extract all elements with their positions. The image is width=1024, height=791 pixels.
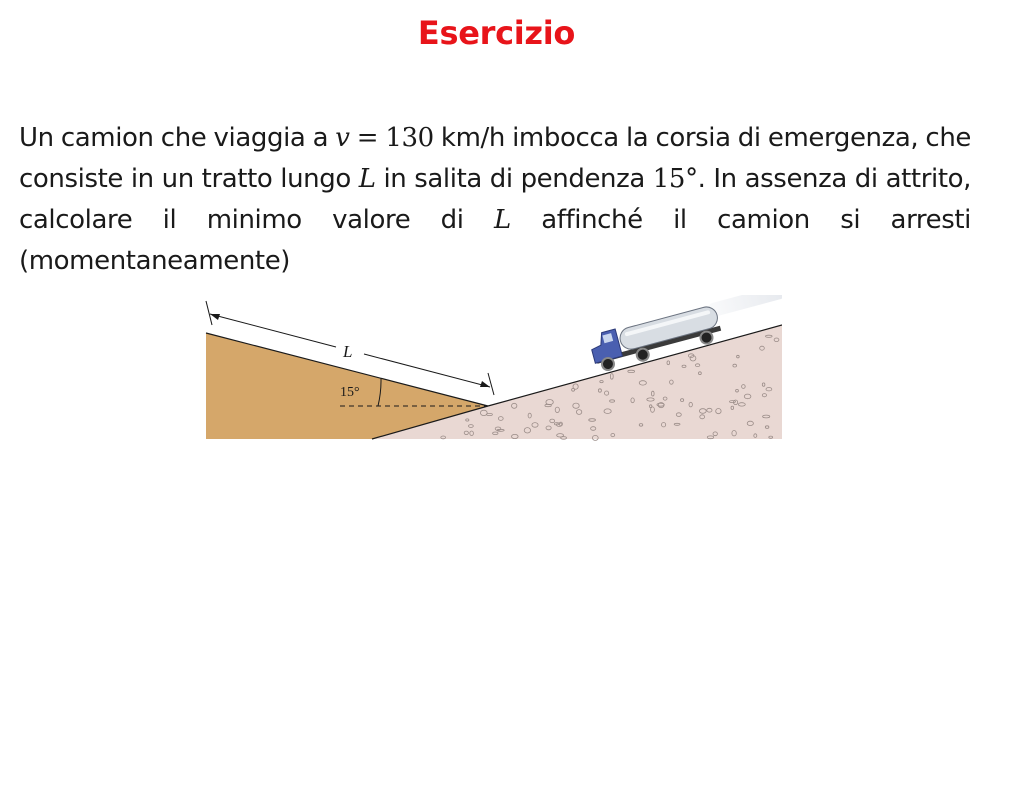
length-symbol: L [493, 205, 511, 235]
text-part: . In assenza di attrito, calcolare il minimo valore di [19, 164, 971, 235]
incline-diagram [204, 295, 782, 441]
text-part: in salita di pendenza [375, 164, 653, 194]
incline-figure [204, 295, 782, 441]
angle-value: 15° [652, 164, 698, 194]
problem-statement [19, 118, 971, 282]
length-symbol: L [358, 164, 376, 194]
length-extension-right [488, 373, 494, 395]
slide-title: Esercizio [417, 14, 576, 52]
arrowhead-left [210, 314, 220, 320]
velocity-symbol: v [335, 123, 350, 153]
velocity-value: 130 [385, 123, 434, 153]
text-part: Un camion che viaggia a [19, 123, 336, 153]
length-label: L [343, 342, 353, 361]
equals-sign: = [349, 123, 386, 153]
angle-label: 15° [340, 385, 360, 400]
length-extension-left [206, 301, 212, 325]
arrowhead-right [480, 381, 490, 387]
text-part: km/h imbocca la corsia di emergenza, che consiste in un tratto lungo [19, 123, 972, 194]
text-part: affinché il camion si arresti (momentaneamente) [19, 205, 971, 276]
